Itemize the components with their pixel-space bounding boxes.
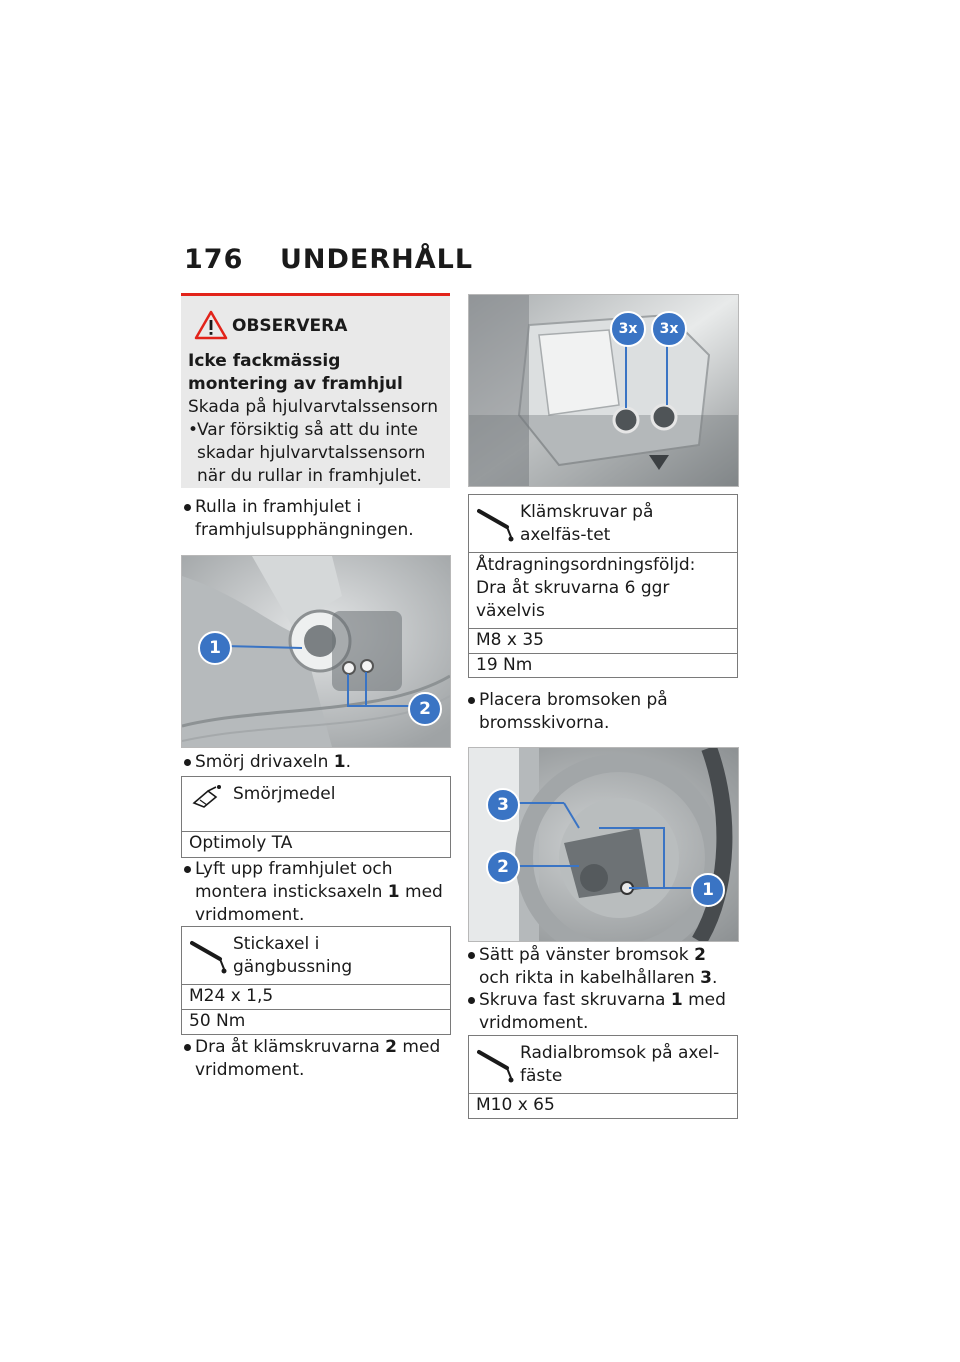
torque-thread-axle: M24 x 1,5 bbox=[182, 984, 450, 1009]
warning-title: OBSERVERA bbox=[232, 316, 348, 336]
torque-box-caliper bbox=[468, 1035, 738, 1119]
torque-label-clamp: Klämskruvar på axelfäs-tet bbox=[520, 502, 654, 545]
torque-box-axle bbox=[181, 926, 451, 1035]
photo-clamp-screws bbox=[468, 294, 739, 487]
torque-box-clamp bbox=[468, 494, 738, 678]
lubricant-value: Optimoly TA bbox=[182, 831, 450, 856]
warning-heading: Icke fackmässig montering av framhjul bbox=[188, 351, 403, 394]
page-header bbox=[184, 244, 473, 280]
callout-2: 2 bbox=[408, 692, 442, 726]
page-number: 176 bbox=[184, 244, 244, 275]
photo-front-axle bbox=[181, 555, 451, 748]
callout-3x-left: 3x bbox=[610, 311, 646, 347]
step-roll-in-wheel: Rulla in framhjulet i framhjulsupphängningen. bbox=[184, 496, 446, 542]
torque-label-axle: Stickaxel i gängbussning bbox=[233, 934, 353, 977]
torque-value-axle: 50 Nm bbox=[182, 1009, 450, 1034]
torque-label-caliper: Radialbromsok på axel-fäste bbox=[520, 1043, 720, 1086]
callout-1-screws: 1 bbox=[691, 873, 725, 907]
callout-3: 3 bbox=[486, 788, 520, 822]
torque-wrench-icon bbox=[477, 1044, 517, 1084]
torque-wrench-icon bbox=[477, 503, 517, 543]
callout-2-caliper: 2 bbox=[486, 850, 520, 884]
lubricant-label: Smörjmedel bbox=[233, 784, 336, 804]
step-mount-left-caliper: Sätt på vänster bromsok 2 och rikta in kabelhållaren 3. bbox=[468, 944, 736, 990]
step-mount-axle: Lyft upp framhjulet och montera insticksaxeln 1 med vridmoment. bbox=[184, 858, 446, 928]
torque-sequence-clamp: Åtdragningsordningsföljd: Dra åt skruvarna 6 ggr växelvis bbox=[469, 552, 737, 628]
step-place-calipers: Placera bromsoken på bromsskivorna. bbox=[468, 689, 736, 735]
lubricant-box bbox=[181, 776, 451, 858]
chapter-title: UNDERHÅLL bbox=[280, 244, 474, 275]
step-tighten-clamp-screws: Dra åt klämskruvarna 2 med vridmoment. bbox=[184, 1036, 446, 1082]
step-grease-axle: Smörj drivaxeln 1. bbox=[184, 751, 446, 774]
torque-thread-clamp: M8 x 35 bbox=[469, 628, 737, 653]
warning-text: Skada på hjulvarvtalssensorn bbox=[188, 397, 438, 417]
step-tighten-caliper-screws: Skruva fast skruvarna 1 med vridmoment. bbox=[468, 989, 736, 1035]
torque-wrench-icon bbox=[190, 935, 230, 975]
photo-brake-caliper bbox=[468, 747, 739, 942]
torque-thread-caliper: M10 x 65 bbox=[469, 1093, 737, 1118]
grease-tube-icon bbox=[190, 785, 224, 809]
callout-1: 1 bbox=[198, 631, 232, 665]
torque-value-clamp: 19 Nm bbox=[469, 653, 737, 678]
warning-triangle-icon bbox=[194, 310, 228, 340]
callout-3x-right: 3x bbox=[651, 311, 687, 347]
